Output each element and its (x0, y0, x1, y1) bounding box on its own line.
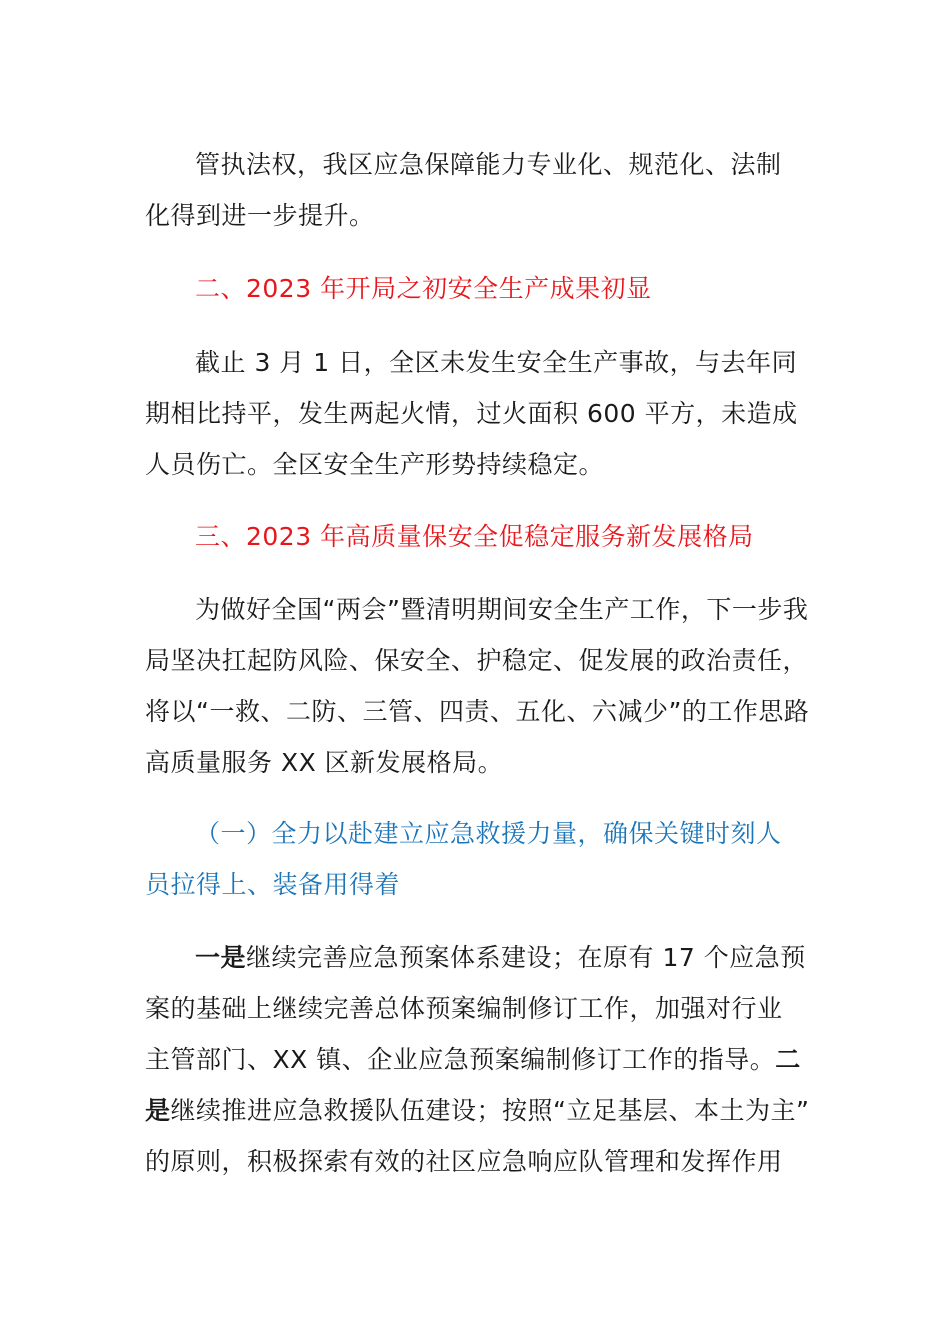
subsection-heading-1 (145, 808, 810, 910)
line-text: 继续推进应急救援队伍建设；按照“立足基层、本土为主” (170, 1096, 810, 1125)
section-heading-3: 三、2023 年高质量保安全促稳定服务新发展格局 (195, 522, 754, 551)
paragraph-capability (145, 139, 810, 241)
paragraph-statistics (145, 337, 810, 490)
paragraph-line: 高质量服务 XX 区新发展格局。 (145, 748, 504, 777)
paragraph-line: 管执法权，我区应急保障能力专业化、规范化、法制 (195, 150, 782, 179)
paragraph-measures (145, 932, 810, 1187)
paragraph-line (145, 1085, 810, 1136)
paragraph-line: 的原则，积极探索有效的社区应急响应队管理和发挥作用 (145, 1147, 783, 1176)
heading-line: （一）全力以赴建立应急救援力量，确保关键时刻人 (195, 819, 782, 848)
emphasis-first: 一是 (195, 943, 247, 972)
paragraph-line: 将以“一救、二防、三管、四责、五化、六减少”的工作思路 (145, 697, 810, 726)
heading-line: 员拉得上、装备用得着 (145, 870, 401, 899)
paragraph-line: 为做好全国“两会”暨清明期间安全生产工作，下一步我 (195, 595, 809, 624)
emphasis-second-start: 二 (775, 1045, 801, 1074)
paragraph-line: 截止 3 月 1 日，全区未发生安全生产事故，与去年同 (195, 348, 798, 377)
paragraph-line: 化得到进一步提升。 (145, 201, 375, 230)
paragraph-line (145, 932, 810, 983)
paragraph-line: 人员伤亡。全区安全生产形势持续稳定。 (145, 450, 605, 479)
line-text: 继续完善应急预案体系建设；在原有 17 个应急预 (246, 943, 806, 972)
line-text: 主管部门、XX 镇、企业应急预案编制修订工作的指导。 (145, 1045, 776, 1074)
paragraph-next-steps (145, 584, 810, 788)
paragraph-line: 局坚决扛起防风险、保安全、护稳定、促发展的政治责任， (145, 646, 809, 675)
paragraph-line (145, 1034, 810, 1085)
paragraph-line: 期相比持平，发生两起火情，过火面积 600 平方，未造成 (145, 399, 798, 428)
emphasis-second-end: 是 (145, 1096, 171, 1125)
paragraph-line: 案的基础上继续完善总体预案编制修订工作，加强对行业 (145, 994, 783, 1023)
section-heading-2: 二、2023 年开局之初安全生产成果初显 (195, 274, 652, 303)
